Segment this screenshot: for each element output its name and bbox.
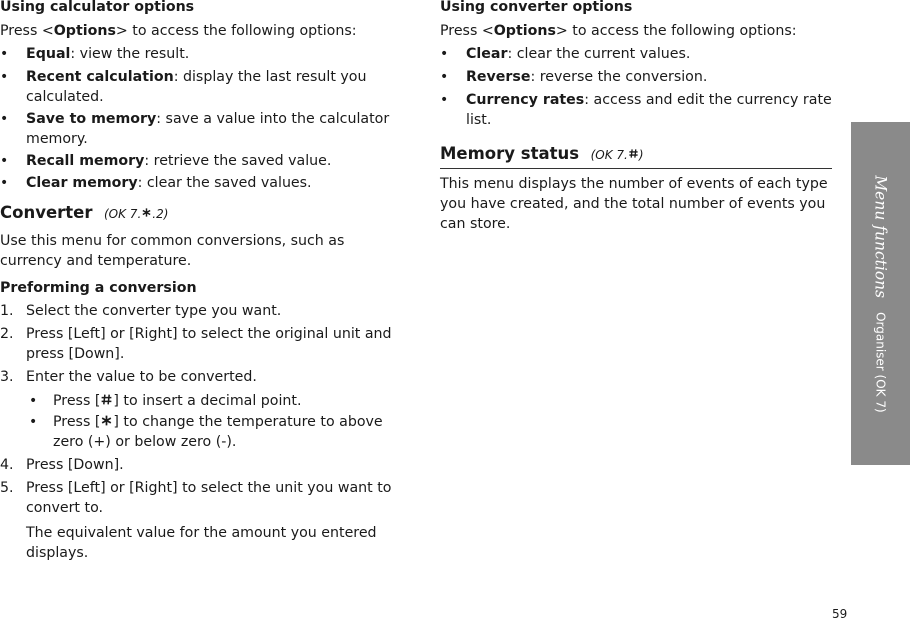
memory-status-section-title: Memory status (OK 7. ) bbox=[440, 143, 832, 169]
converter-options-intro: Press <Options> to access the following options: bbox=[440, 23, 797, 39]
performing-conversion-heading: Preforming a conversion bbox=[0, 280, 197, 296]
list-item: • Currency rates: access and edit the currency rate list. bbox=[440, 90, 832, 130]
step-item: 2. Press [Left] or [Right] to select the original unit and press [Down]. bbox=[0, 326, 392, 362]
converter-menu-path: (OK 7. .2) bbox=[104, 207, 169, 221]
hash-key-icon bbox=[100, 393, 113, 406]
converter-section-title: Converter (OK 7. .2) bbox=[0, 203, 169, 222]
list-item: • Equal: view the result. bbox=[0, 44, 395, 64]
chapter-title: Menu functions bbox=[871, 174, 890, 298]
right-column bbox=[440, 0, 832, 234]
chapter-side-tab bbox=[851, 122, 910, 465]
calculator-options-intro: Press <Options> to access the following options: bbox=[0, 23, 357, 39]
list-item: • Clear: clear the current values. bbox=[440, 44, 832, 64]
converter-options-heading: Using converter options bbox=[440, 0, 633, 15]
sub-list-item: • Press [ ] to change the temperature to above zero (+) or below zero (-). bbox=[0, 412, 395, 452]
converter-description: Use this menu for common conversions, such as currency and temperature. bbox=[0, 233, 345, 269]
chapter-subtitle: Organiser (OK 7) bbox=[873, 311, 888, 413]
list-item: • Recent calculation: display the last result you calculated. bbox=[0, 67, 395, 107]
list-item: • Recall memory: retrieve the saved value. bbox=[0, 151, 395, 171]
conversion-steps bbox=[0, 301, 395, 563]
step-note: The equivalent value for the amount you entered displays. bbox=[26, 525, 377, 561]
list-item: • Reverse: reverse the conversion. bbox=[440, 67, 832, 87]
calculator-options-list bbox=[0, 44, 395, 193]
page-number: 59 bbox=[832, 607, 848, 621]
converter-options-list bbox=[440, 44, 832, 130]
hash-key-icon bbox=[628, 148, 639, 159]
calculator-options-heading: Using calculator options bbox=[0, 0, 195, 15]
left-column bbox=[0, 0, 395, 563]
list-item: • Clear memory: clear the saved values. bbox=[0, 173, 395, 193]
step-item: 3. Enter the value to be converted. bbox=[0, 369, 257, 385]
sub-list-item: • Press [ ] to insert a decimal point. bbox=[0, 391, 395, 411]
step-item: 5. Press [Left] or [Right] to select the unit you want to convert to. bbox=[0, 480, 392, 516]
list-item: • Save to memory: save a value into the calculator memory. bbox=[0, 109, 395, 149]
star-key-icon bbox=[141, 207, 152, 218]
star-key-icon bbox=[100, 414, 113, 427]
memory-status-description: This menu displays the number of events of each type you have created, and the total number of events you can store. bbox=[440, 176, 828, 232]
step-item: 1. Select the converter type you want. bbox=[0, 303, 282, 319]
step-item: 4. Press [Down]. bbox=[0, 457, 124, 473]
memory-status-menu-path: (OK 7. ) bbox=[590, 148, 644, 162]
